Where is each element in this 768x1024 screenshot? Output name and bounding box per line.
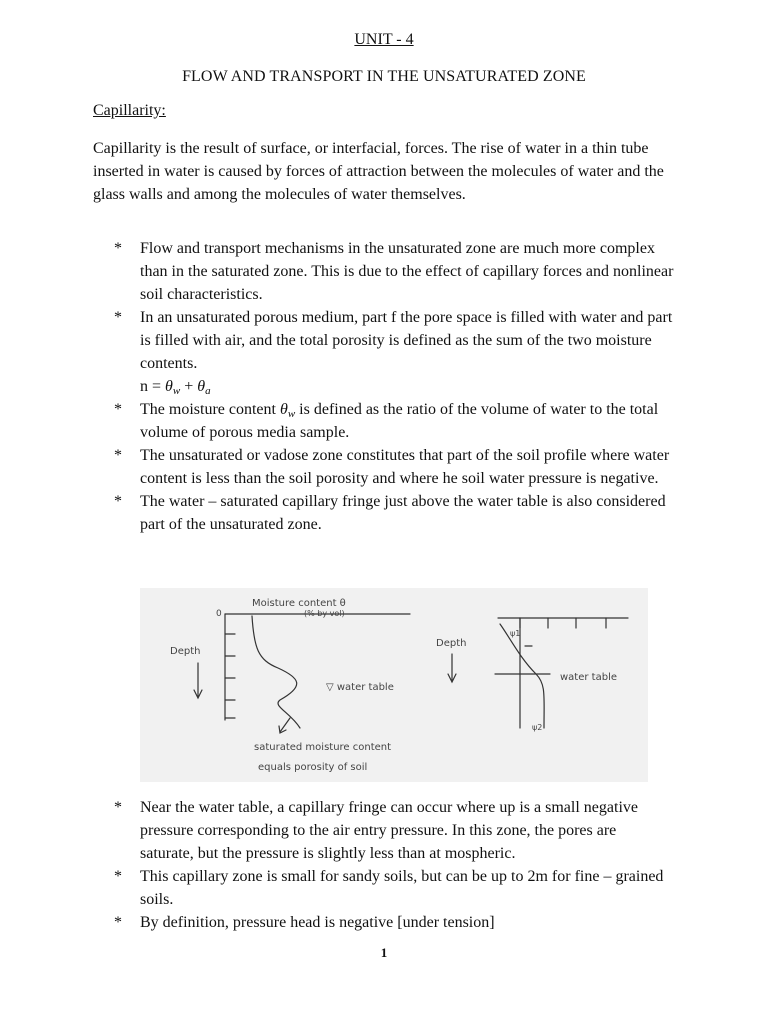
bullet-marker: * [114, 914, 122, 931]
zero-label: 0 [216, 609, 222, 619]
formula-sub-w: w [172, 385, 181, 397]
left-moisture-curve [252, 616, 300, 728]
bullet-list-bottom [114, 796, 674, 934]
page-number: 1 [380, 945, 388, 960]
right-depth-label: Depth [436, 638, 467, 649]
list-item [114, 490, 674, 536]
bullet-text: Near the water table, a capillary fringe can occur where up is a small negative pressure corresponding to the air entry pressure. In this zone, the pores are saturate, but the pressure is slightly less than at mospheric. [140, 799, 638, 862]
bullet-text: Flow and transport mechanisms in the unsaturated zone are much more complex than in the saturated zone. This is due to the effect of capillary forces and nonlinear soil characteristics. [140, 240, 674, 303]
left-depth-label: Depth [170, 646, 201, 657]
porosity-formula [140, 378, 211, 395]
left-water-table-label: ▽ water table [326, 682, 394, 693]
section-heading: Capillarity: [93, 102, 166, 119]
saturated-label-line2: equals porosity of soil [258, 762, 368, 773]
list-item [114, 237, 674, 306]
formula-plus: + [180, 378, 198, 395]
moisture-theta: θ [279, 401, 288, 418]
list-item [114, 796, 674, 865]
bullet-text: This capillary zone is small for sandy soils, but can be up to 2m for fine – grained soils. [140, 868, 664, 908]
bullet-marker: * [114, 493, 122, 510]
bullet-marker: * [114, 240, 122, 257]
bullet-text-post: is defined as the ratio of the volume of water to the total volume of porous media sample. [140, 401, 659, 441]
list-item [114, 398, 674, 444]
moisture-theta-sub: w [287, 408, 296, 420]
formula-lhs: n = [140, 378, 166, 395]
bullet-text: The water – saturated capillary fringe just above the water table is also considered part of the unsaturated zone. [140, 493, 666, 533]
bullet-marker: * [114, 309, 122, 326]
document-title: FLOW AND TRANSPORT IN THE UNSATURATED ZONE [182, 68, 586, 85]
list-item [114, 306, 674, 398]
bullet-marker: * [114, 447, 122, 464]
right-water-table-label: water table [560, 672, 617, 683]
formula-theta-w: θ [165, 378, 173, 395]
bullet-text-pre: The moisture content [140, 401, 280, 418]
list-item [114, 911, 674, 934]
unit-heading: UNIT - 4 [354, 31, 414, 48]
bullet-marker: * [114, 868, 122, 885]
psi1-label: ψ1 [510, 629, 521, 638]
saturated-label-line1: saturated moisture content [254, 742, 392, 753]
bullet-text: By definition, pressure head is negative [under tension] [140, 914, 495, 931]
moisture-profile-figure [140, 588, 648, 782]
left-top-label: Moisture content θ [252, 598, 346, 609]
bullet-marker: * [114, 401, 122, 418]
list-item [114, 865, 674, 911]
intro-paragraph: Capillarity is the result of surface, or interfacial, forces. The rise of water in a thin tube inserted in water is caused by forces of attraction between the molecules of water and the glass walls and among the molecules of water themselves. [93, 140, 664, 203]
psi2-label: ψ2 [532, 723, 543, 732]
bullet-list-top [114, 237, 674, 536]
right-pressure-curve [500, 624, 544, 728]
formula-theta-a: θ [197, 378, 206, 395]
left-top-sublabel: (% by vol) [304, 609, 345, 618]
list-item [114, 444, 674, 490]
bullet-marker: * [114, 799, 122, 816]
formula-sub-a: a [205, 385, 211, 397]
sketch-diagram [140, 588, 648, 782]
bullet-text: The unsaturated or vadose zone constitutes that part of the soil profile where water content is less than the soil porosity and where he soil water pressure is negative. [140, 447, 670, 487]
bullet-text: In an unsaturated porous medium, part f the pore space is filled with water and part is filled with air, and the total porosity is defined as the sum of the two moisture contents. [140, 309, 673, 372]
